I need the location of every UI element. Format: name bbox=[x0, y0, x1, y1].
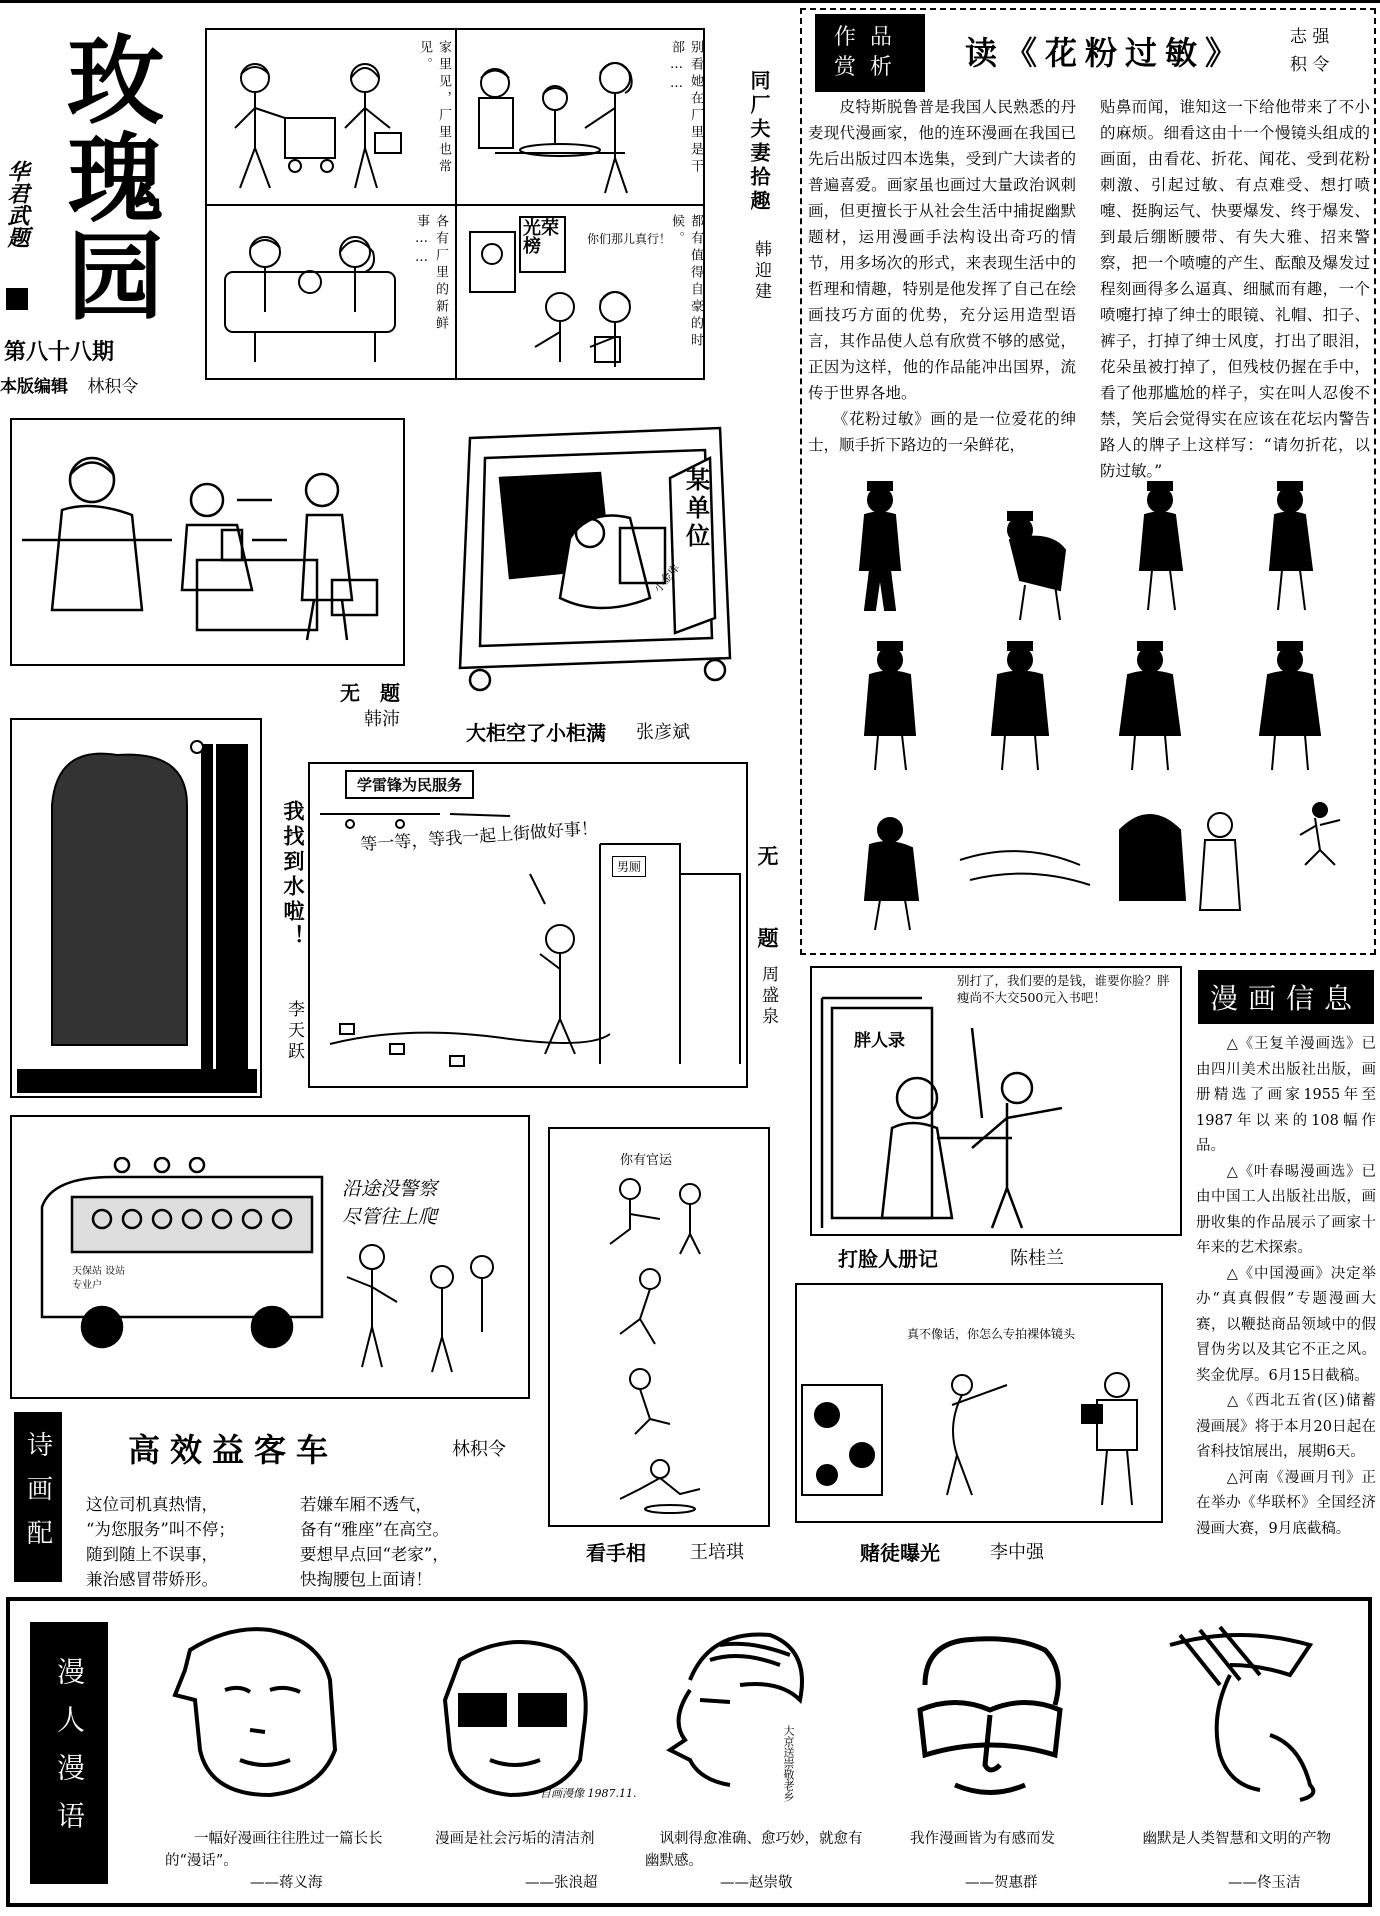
seal-stamp bbox=[6, 288, 28, 310]
saying-3-text: 讽刺得愈准确、愈巧妙，就愈有幽默感。 bbox=[645, 1831, 863, 1869]
couple-panel-1-text: 家里见，厂里也常见。 bbox=[417, 40, 451, 176]
cabinet-title: 大柜空了小柜满 bbox=[466, 721, 606, 745]
poem-left-column bbox=[86, 1492, 235, 1592]
news-title: 漫画信息 bbox=[1198, 970, 1374, 1024]
cabinet-author: 张彦斌 bbox=[636, 722, 690, 743]
poem-line: 要想早点回“老家”， bbox=[300, 1545, 449, 1564]
saying-1-text: 一幅好漫画往往胜过一篇长长的“漫话”。 bbox=[165, 1831, 383, 1869]
street-sign: 男厕 bbox=[612, 856, 646, 877]
portrait-3-signature: 大京送崇敬老乡 bbox=[782, 1725, 795, 1802]
slap-title: 打脸人册记 bbox=[838, 1247, 938, 1271]
slap-frame bbox=[810, 966, 1182, 1236]
review-author-1: 志 强 bbox=[1290, 27, 1330, 47]
review-tag-line-1: 作品 bbox=[833, 25, 906, 50]
gambler-bubble: 真不像话，你怎么专拍裸体镜头 bbox=[907, 1327, 1076, 1341]
news-body: △《王复羊漫画选》已由四川美术出版社出版，画册精选了画家1955年至1987年以来的108幅作品。 △《叶春晹漫画选》已由中国工人出版社出版，画册收集的作品展示了画家十年来的艺术探索。 △《中国漫画》决定举办“真真假假”专题漫画大赛，以鞭挞商品领域中的假冒伪劣以及其它不正之风。奖金优厚。6月15日截稿。 △《西北五省(区)储蓄漫画展》将于本月20日起在省科技馆展出，展期6天。 △河南《漫画月刊》正在举办《华联杯》全国经济漫画大赛，9月底截稿。 bbox=[1196, 1036, 1376, 1537]
couple-panel-3-art bbox=[215, 212, 405, 372]
untitled-handshake-author: 韩沛 bbox=[364, 709, 400, 730]
street-title: 无 题 bbox=[755, 845, 779, 968]
slap-art bbox=[812, 988, 1180, 1234]
water-author: 李天跃 bbox=[284, 1000, 304, 1063]
top-rule bbox=[0, 0, 1380, 3]
poem-author: 林积令 bbox=[452, 1439, 506, 1460]
poem-line: 这位司机真热情， bbox=[86, 1495, 218, 1514]
bus-art bbox=[32, 1157, 332, 1352]
street-banner: 学雷锋为民服务 bbox=[345, 770, 474, 799]
portrait-1 bbox=[170, 1620, 350, 1810]
poem-line: 备有“雅座”在高空。 bbox=[300, 1520, 449, 1539]
masthead bbox=[0, 10, 190, 397]
comic-couple-frame bbox=[205, 28, 705, 380]
bus-frame bbox=[10, 1115, 530, 1399]
poem-right-column bbox=[300, 1492, 449, 1592]
editor-line bbox=[0, 372, 138, 397]
portrait-2 bbox=[430, 1630, 600, 1805]
saying-1-author: ——蒋义海 bbox=[250, 1875, 323, 1891]
water-title: 我找到水啦！ bbox=[281, 800, 305, 950]
street-shout: 等一等，等我一起上街做好事！ bbox=[359, 818, 599, 856]
bus-bubble: 沿途没警察 尽管往上爬 bbox=[342, 1178, 438, 1228]
palm-art bbox=[570, 1169, 750, 1519]
palm-bubble: 你有官运 bbox=[620, 1153, 673, 1168]
poem-line: 兼治感冒带娇形。 bbox=[86, 1570, 218, 1589]
couple-panel-3-text: 各有厂里的新鲜事…… bbox=[414, 214, 448, 333]
untitled-handshake-frame bbox=[10, 418, 405, 666]
couple-panel-4-poster: 光荣榜 bbox=[523, 218, 559, 257]
saying-4-author: ——贺惠群 bbox=[965, 1875, 1038, 1891]
couple-comic-author: 韩迎建 bbox=[751, 240, 771, 303]
poem-title: 高效益客车 bbox=[128, 1431, 339, 1469]
editor-name: 林积令 bbox=[87, 377, 139, 397]
sneeze-sequence-art bbox=[820, 470, 1365, 940]
poem-line: 快掏腰包上面请！ bbox=[300, 1570, 432, 1589]
couple-panel-1-art bbox=[215, 38, 415, 198]
sayings-tag: 漫人漫语 bbox=[30, 1622, 108, 1884]
review-column-2: 贴鼻而闻，谁知这一下给他带来了不小的麻烦。细看这由十一个慢镜头组成的画面，由看花、折花、闻花、受到花粉刺激、引起过敏、有点难受、想打喷嚏、挺胸运气、快要爆发、终于爆发、到最后绷断腰带、有失大雅、招来警察，把一个喷嚏的产生、酝酿及爆发过程刻画得多么逼真、细腻而有趣，一个喷嚏打掉了绅士的眼镜、礼帽、扣子、裤子，打掉了绅士风度，打出了眼泪，花朵虽被打掉了，但残枝仍握在手中，看了他那尴尬的样子，实在叫人忍俊不禁，笑后会觉得实在应该在花坛内警告路人的牌子上这样写：“请勿折花，以防过敏。” bbox=[1100, 98, 1370, 480]
poem-tag: 诗画配 bbox=[14, 1412, 62, 1582]
couple-panel-2-text: 别看她在厂里是干部…… bbox=[669, 40, 703, 176]
saying-5 bbox=[1128, 1828, 1363, 1894]
couple-panel-4-text: 都有值得自豪的时候。 bbox=[669, 214, 703, 350]
gambler-author: 李中强 bbox=[990, 1542, 1044, 1563]
review-tag-line-2: 赏析 bbox=[833, 55, 906, 80]
cabinet-small-label: 小金库 bbox=[651, 561, 683, 596]
divider bbox=[207, 204, 703, 206]
bus-people-art bbox=[332, 1227, 522, 1377]
portrait-5 bbox=[1160, 1615, 1350, 1810]
cabinet-art bbox=[440, 418, 765, 700]
palm-frame bbox=[548, 1127, 770, 1527]
saying-2 bbox=[435, 1828, 625, 1894]
review-title: 读《花粉过敏》 bbox=[965, 34, 1246, 72]
palm-title: 看手相 bbox=[586, 1541, 646, 1565]
street-author: 周盛泉 bbox=[758, 965, 778, 1028]
street-art bbox=[310, 794, 746, 1086]
water-art bbox=[17, 725, 257, 1093]
poem-line: 若嫌车厢不透气， bbox=[300, 1495, 432, 1514]
review-author-2: 积 令 bbox=[1290, 55, 1330, 75]
water-frame bbox=[10, 718, 262, 1098]
gambler-title: 赌徒曝光 bbox=[860, 1541, 940, 1565]
untitled-handshake-title: 无 题 bbox=[340, 681, 400, 705]
cabinet-label: 某单位 bbox=[686, 465, 710, 550]
saying-1 bbox=[165, 1828, 400, 1894]
poem-line: 随到随上不误事， bbox=[86, 1545, 218, 1564]
saying-4 bbox=[910, 1828, 1100, 1894]
masthead-title: 玫瑰园 bbox=[52, 30, 165, 324]
gambler-art bbox=[797, 1345, 1161, 1521]
saying-5-text: 幽默是人类智慧和文明的产物 bbox=[1142, 1831, 1331, 1847]
saying-2-author: ——张浪超 bbox=[525, 1875, 598, 1891]
handshake-art bbox=[22, 430, 392, 655]
editor-label: 本版编辑 bbox=[0, 377, 68, 397]
saying-5-author: ——佟玉洁 bbox=[1228, 1875, 1301, 1891]
saying-3-author: ——赵崇敬 bbox=[720, 1875, 793, 1891]
portrait-2-signature: 自画漫像 1987.11. bbox=[540, 1787, 637, 1800]
couple-panel-2-art bbox=[465, 38, 655, 198]
couple-comic-title: 同厂夫妻拾趣 bbox=[747, 70, 771, 214]
issue-number: 第八十八期 bbox=[4, 340, 115, 365]
poem-line: “为您服务”叫不停； bbox=[86, 1520, 235, 1539]
saying-2-text: 漫画是社会污垢的清洁剂 bbox=[435, 1831, 595, 1847]
bus-sign: 天保站 设站专业户 bbox=[72, 1266, 126, 1291]
slap-book-title: 胖人录 bbox=[854, 1031, 905, 1051]
masthead-signature: 华君武题 bbox=[4, 160, 30, 248]
couple-panel-4-bubble: 你们那儿真行！ bbox=[587, 232, 672, 246]
saying-3 bbox=[645, 1828, 865, 1894]
review-tag bbox=[815, 14, 925, 92]
saying-4-text: 我作漫画皆为有感而发 bbox=[910, 1831, 1055, 1847]
street-frame bbox=[308, 762, 748, 1088]
gambler-frame bbox=[795, 1283, 1163, 1523]
portrait-4 bbox=[905, 1625, 1075, 1810]
review-column-1: 皮特斯脱鲁普是我国人民熟悉的丹麦现代漫画家，他的连环漫画在我国已先后出版过四本选集，受到广大读者的普遍喜爱。画家虽也画过大量政治讽刺画，但更擅长于从社会生活中捕捉幽默题材，运用漫画手法构设出奇巧的情节，用多场次的形式，来表现生活中的哲理和情趣，特别是他发挥了自己在绘画技巧方面的优势，充分运用造型语言，其作品使人总有欣赏不够的感觉，正因为这样，他的作品能冲出国界，流传于世界各地。 《花粉过敏》画的是一位爱花的绅士，顺手折下路边的一朵鲜花， bbox=[808, 98, 1076, 454]
slap-author: 陈桂兰 bbox=[1010, 1248, 1064, 1269]
slap-bubble: 别打了，我们要的是钱，谁要你脸？胖瘦尚不大交500元入书吧！ bbox=[957, 973, 1170, 1005]
palm-author: 王培琪 bbox=[690, 1542, 744, 1563]
